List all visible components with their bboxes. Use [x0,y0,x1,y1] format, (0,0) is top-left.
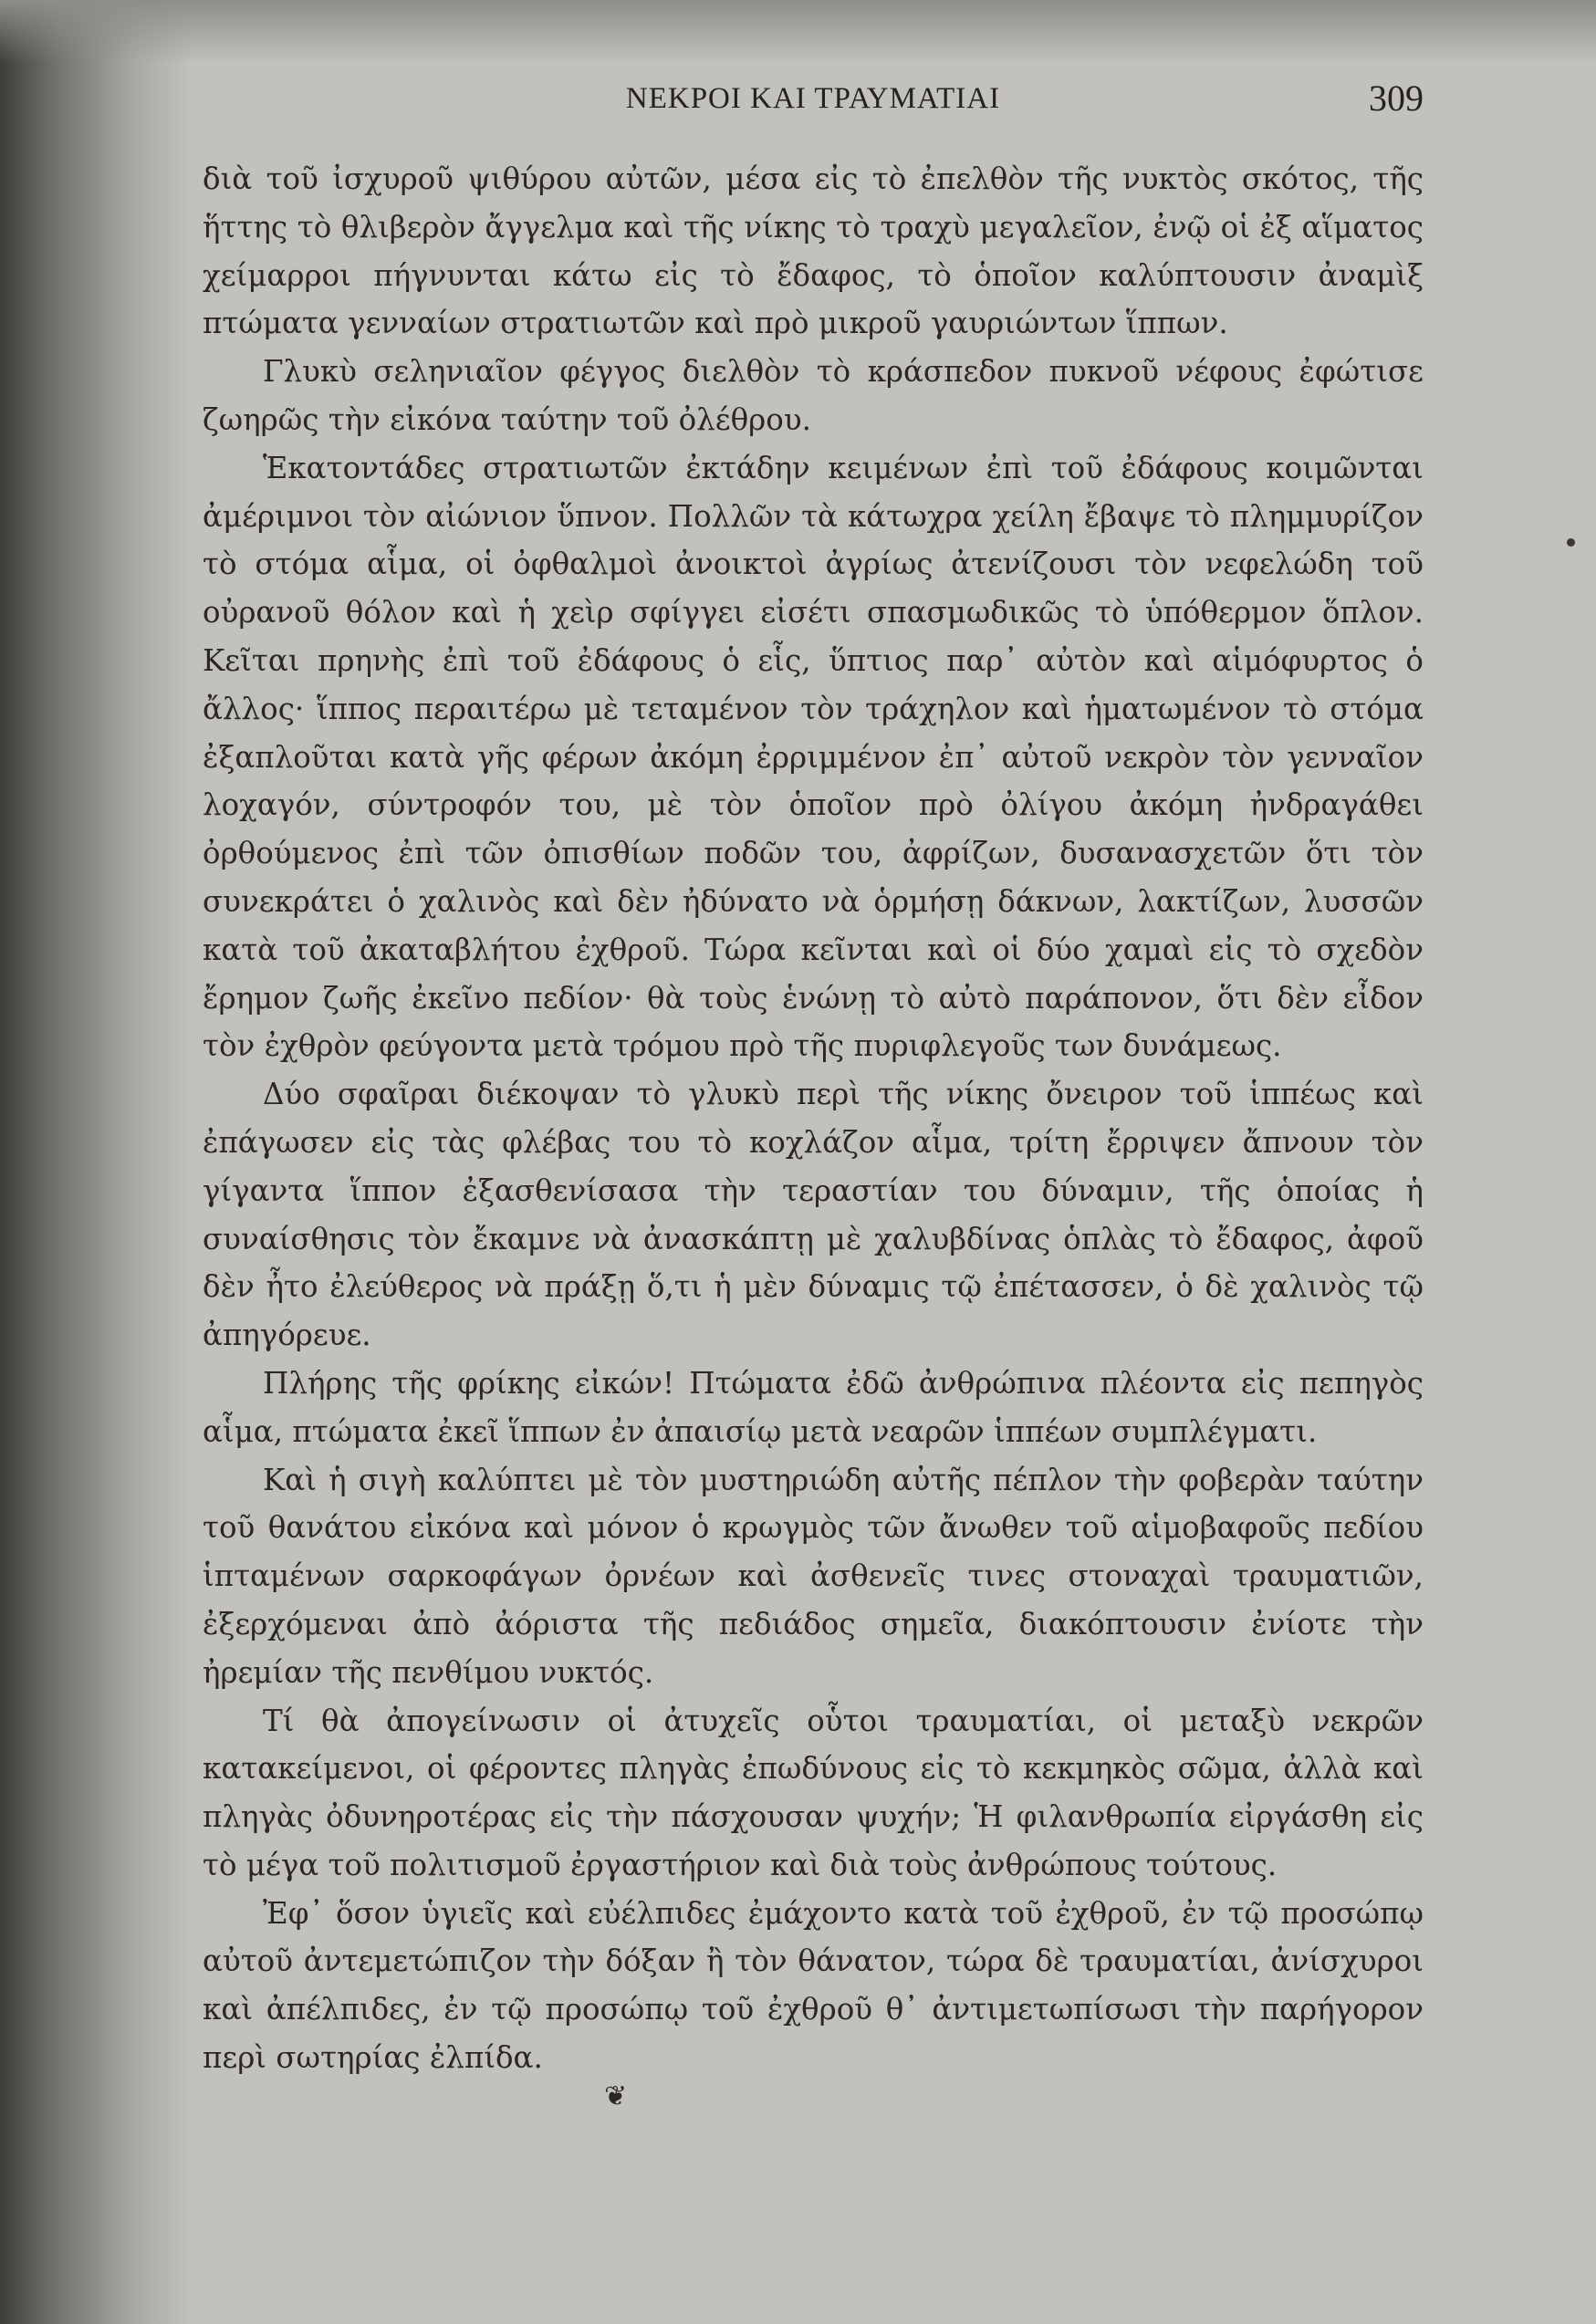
binding-shadow [0,0,192,2324]
paragraph-1: διὰ τοῦ ἰσχυροῦ ψιθύρου αὐτῶν, μέσα εἰς τὸ ἐπελθὸν τῆς νυκτὸς σκότος, τῆς ἥττης τὸ θλιβερὸν ἄγγελμα καὶ τῆς νίκης τὸ τραχὺ μεγαλεῖον, ἐνῷ οἱ ἐξ αἵματος χείμαρροι πήγνυνται κάτω εἰς τὸ ἔδαφος, τὸ ὁποῖον καλύπτουσιν ἀναμὶξ πτώματα γενναίων στρατιωτῶν καὶ πρὸ μικροῦ γαυριώντων ἵππων. [203,162,1424,341]
book-page [203,66,1424,2082]
body-text [203,155,1424,2082]
paragraph-4: Δύο σφαῖραι διέκοψαν τὸ γλυκὺ περὶ τῆς νίκης ὄνειρον τοῦ ἱππέως καὶ ἐπάγωσεν εἰς τὰς φλέβας του τὸ κοχλάζον αἷμα, τρίτη ἔρριψεν ἄπνουν τὸν γίγαντα ἵππον ἐξασθενίσασα τὴν τεραστίαν του δύναμιν, τῆς ὁποίας ἡ συναίσθησις τὸν ἔκαμνε νὰ ἀνασκάπτῃ μὲ χαλυβδίνας ὁπλὰς τὸ ἔδαφος, ἀφοῦ δὲν ἦτο ἐλεύθερος νὰ πράξῃ ὅ,τι ἡ μὲν δύναμις τῷ ἐπέτασσεν, ὁ δὲ χαλινὸς τῷ ἀπηγόρευε. [203,1077,1424,1353]
paragraph-5: Πλήρης τῆς φρίκης εἰκών! Πτώματα ἐδῶ ἀνθρώπινα πλέοντα εἰς πεπηγὸς αἷμα, πτώματα ἐκεῖ ἵππων ἐν ἀπαισίῳ μετὰ νεαρῶν ἱππέων συμπλέγματι. [203,1365,1424,1449]
paragraph-2: Γλυκὺ σεληνιαῖον φέγγος διελθὸν τὸ κράσπεδον πυκνοῦ νέφους ἐφώτισε ζωηρῶς τὴν εἰκόνα ταύτην τοῦ ὀλέθρου. [203,354,1424,437]
running-header [203,66,1424,135]
paragraph-3: Ἑκατοντάδες στρατιωτῶν ἐκτάδην κειμένων ἐπὶ τοῦ ἐδάφους κοιμῶνται ἀμέριμνοι τὸν αἰώνιον ὕπνον. Πολλῶν τὰ κάτωχρα χείλη ἔβαψε τὸ πλημμυρίζον τὸ στόμα αἷμα, οἱ ὀφθαλμοὶ ἀνοικτοὶ ἀγρίως ἀτενίζουσι τὸν νεφελώδη τοῦ οὐρανοῦ θόλον καὶ ἡ χεὶρ σφίγγει εἰσέτι σπασμωδικῶς τὸ ὑπόθερμον ὅπλον. Κεῖται πρηνὴς ἐπὶ τοῦ ἐδάφους ὁ εἷς, ὕπτιος παρ᾽ αὐτὸν καὶ αἱμόφυρτος ὁ ἄλλος· ἵππος περαιτέρω μὲ τεταμένον τὸν τράχηλον καὶ ἡματωμένον τὸ στόμα ἐξαπλοῦται κατὰ γῆς φέρων ἀκόμη ἐρριμμένον ἐπ᾽ αὐτοῦ νεκρὸν τὸν γενναῖον λοχαγόν, σύντροφόν του, μὲ τὸν ὁποῖον πρὸ ὀλίγου ἀκόμη ἠνδραγάθει ὀρθούμενος ἐπὶ τῶν ὀπισθίων ποδῶν του, ἀφρίζων, δυσανασχετῶν ὅτι τὸν συνεκράτει ὁ χαλινὸς καὶ δὲν ἠδύνατο νὰ ὁρμήσῃ δάκνων, λακτίζων, λυσσῶν κατὰ τοῦ ἀκαταβλήτου ἐχθροῦ. Τώρα κεῖνται καὶ οἱ δύο χαμαὶ εἰς τὸ σχεδὸν ἔρημον ζωῆς ἐκεῖνο πεδίον· θὰ τοὺς ἑνώνῃ τὸ αὐτὸ παράπονον, ὅτι δὲν εἶδον τὸν ἐχθρὸν φεύγοντα μετὰ τρόμου πρὸ τῆς πυριφλεγοῦς των δυνάμεως. [203,450,1424,1064]
scan-top-shadow [0,0,1596,64]
paragraph-6: Καὶ ἡ σιγὴ καλύπτει μὲ τὸν μυστηριώδη αὐτῆς πέπλον τὴν φοβερὰν ταύτην τοῦ θανάτου εἰκόνα καὶ μόνον ὁ κρωγμὸς τῶν ἄνωθεν τοῦ αἱμοβαφοῦς πεδίου ἱπταμένων σαρκοφάγων ὀρνέων καὶ ἀσθενεῖς τινες στοναχαὶ τραυματιῶν, ἐξερχόμεναι ἀπὸ ἀόριστα τῆς πεδιάδος σημεῖα, διακόπτουσιν ἐνίοτε τὴν ἠρεμίαν τῆς πενθίμου νυκτός. [203,1462,1424,1690]
running-title: ΝΕΚΡΟΙ ΚΑΙ ΤΡΑΥΜΑΤΙΑΙ [625,82,1001,115]
paragraph-8: Ἐφ᾽ ὅσον ὑγιεῖς καὶ εὐέλπιδες ἐμάχοντο κατὰ τοῦ ἐχθροῦ, ἐν τῷ προσώπῳ αὐτοῦ ἀντεμετώπιζον τὴν δόξαν ἢ τὸν θάνατον, τώρα δὲ τραυματίαι, ἀνίσχυροι καὶ ἀπέλπιδες, ἐν τῷ προσώπῳ τοῦ ἐχθροῦ θ᾽ ἀντιμετωπίσωσι τὴν παρήγορον περὶ σωτηρίας ἐλπίδα. [203,1895,1424,2076]
end-ornament-icon: ❦ [604,2080,628,2112]
page-number: 309 [1369,78,1424,119]
margin-dot-mark [1567,538,1575,547]
paragraph-7: Τί θὰ ἀπογείνωσιν οἱ ἀτυχεῖς οὗτοι τραυματίαι, οἱ μεταξὺ νεκρῶν κατακείμενοι, οἱ φέροντες πληγὰς ἐπωδύνους εἰς τὸ κεκμηκὸς σῶμα, ἀλλὰ καὶ πληγὰς ὀδυνηροτέρας εἰς τὴν πάσχουσαν ψυχήν; Ἡ φιλανθρωπία εἰργάσθη εἰς τὸ μέγα τοῦ πολιτισμοῦ ἐργαστήριον καὶ διὰ τοὺς ἀνθρώπους τούτους. [203,1703,1424,1882]
